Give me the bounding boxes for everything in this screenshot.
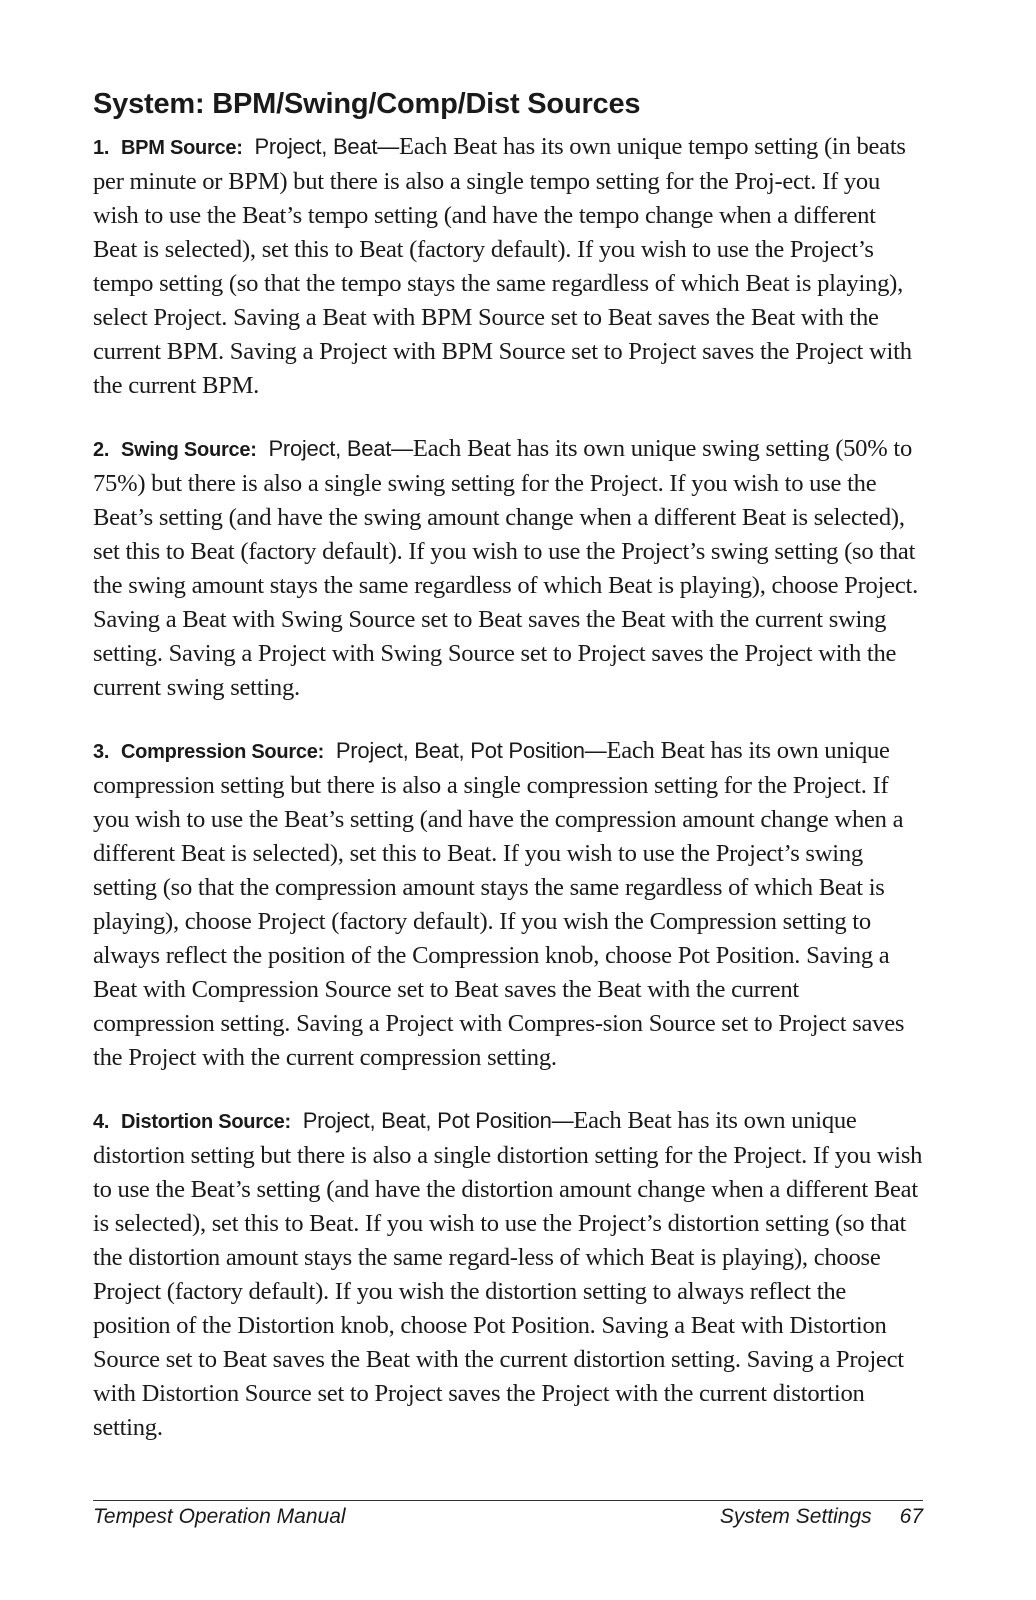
item-number: 2. — [93, 439, 110, 461]
item-options: Project, Beat, Pot Position — [335, 738, 585, 763]
footer-page-number: 67 — [899, 1505, 923, 1528]
item-dash: — — [551, 1108, 574, 1133]
item-body: Each Beat has its own unique swing setting (50% to 75%) but there is also a single swing setting for the Project. If you wish to use the Beat’s setting (and have the swing amount change when a different Beat is selected), set this to Beat (factory default). If you wish to use the Project’s swing setting (so that the swing amount stays the same regardless of which Beat is playing), choose Project. Saving a Beat with Swing Source set to Beat saves the Beat with the current swing setting. Saving a Project with Swing Source set to Project saves the Project with the current swing setting. — [93, 435, 918, 701]
item-dash: — — [377, 134, 399, 159]
item-body: Each Beat has its own unique tempo setting (in beats per minute or BPM) but there is also a single tempo setting for the Proj-ect. If you wish to use the Beat’s tempo setting (and have the tempo change when a different Beat is selected), set this to Beat (factory default). If you wish to use the Project’s tempo setting (so that the tempo stays the same regardless of which Beat is playing), select Project. Saving a Beat with BPM Source set to Beat saves the Beat with the current BPM. Saving a Project with BPM Source set to Project saves the Project with the current BPM. — [93, 133, 912, 399]
page-footer — [93, 1500, 923, 1529]
item-label: Swing Source: — [120, 439, 257, 461]
item-dash: — — [584, 738, 607, 763]
list-item-bpm-source — [93, 130, 925, 403]
item-body: Each Beat has its own unique compression setting but there is also a single compression setting for the Project. If you wish to use the Beat’s setting (and have the compression amount change when a different Beat is selected), set this to Beat. If you wish to use the Project’s swing setting (so that the compression amount stays the same regardless of which Beat is playing), choose Project (factory default). If you wish the Compression setting to always reflect the position of the Compression knob, choose Pot Position. Saving a Beat with Compression Source set to Beat saves the Beat with the current compression setting. Saving a Project with Compres-sion Source set to Project saves the Project with the current compression setting. — [93, 737, 905, 1071]
item-dash: — — [391, 436, 413, 461]
footer-section: System Settings — [719, 1505, 872, 1528]
item-label: Compression Source: — [120, 741, 325, 763]
page-content — [93, 84, 925, 1474]
item-label: BPM Source: — [120, 137, 243, 159]
item-number: 3. — [93, 741, 110, 763]
list-item-swing-source — [93, 432, 925, 705]
item-body: Each Beat has its own unique distortion setting but there is also a single distortion setting for the Project. If you wish to use the Beat’s setting (and have the distortion amount change when a different Beat is selected), set this to Beat. If you wish to use the Project’s distortion setting (so that the distortion amount stays the same regard-less of which Beat is playing), choose Project (factory default). If you wish the distortion setting to always reflect the position of the Distortion knob, choose Pot Position. Saving a Beat with Distortion Source set to Beat saves the Beat with the current distortion setting. Saving a Project with Distortion Source set to Project saves the Project with the current distortion setting. — [93, 1107, 923, 1441]
item-label: Distortion Source: — [120, 1111, 291, 1133]
item-options: Project, Beat — [254, 134, 378, 159]
item-options: Project, Beat, Pot Position — [302, 1108, 552, 1133]
page-title: System: BPM/Swing/Comp/Dist Sources — [93, 88, 641, 120]
footer-right — [720, 1505, 923, 1529]
list-item-compression-source — [93, 734, 925, 1075]
list-item-distortion-source — [93, 1104, 925, 1445]
item-number: 4. — [93, 1111, 110, 1133]
item-options: Project, Beat — [268, 436, 392, 461]
footer-manual-title: Tempest Operation Manual — [93, 1505, 346, 1528]
item-number: 1. — [93, 137, 110, 159]
